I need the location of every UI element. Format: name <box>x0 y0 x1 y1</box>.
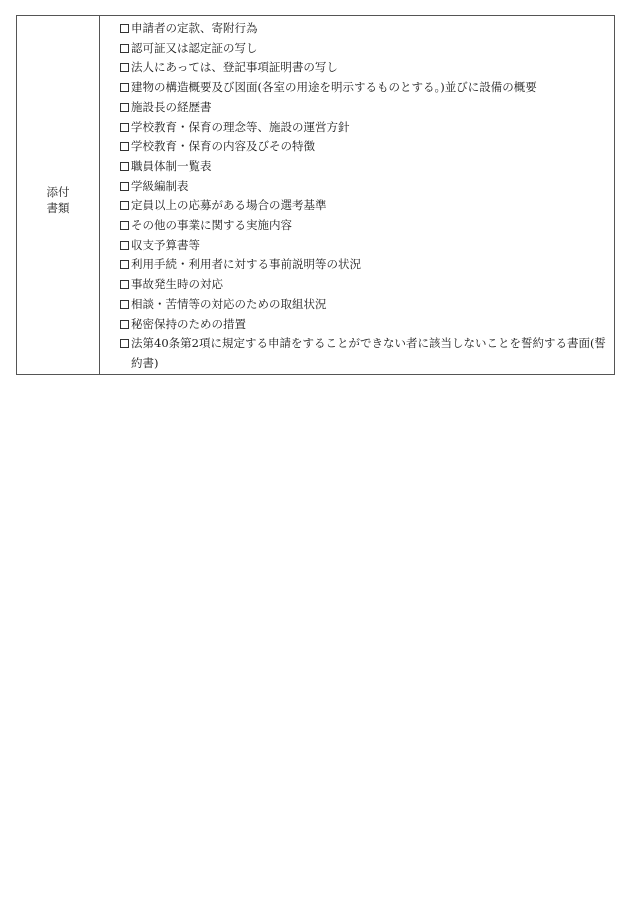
list-item-label: その他の事業に関する実施内容 <box>131 218 292 233</box>
checkbox[interactable] <box>120 142 129 151</box>
list-item-label: 事故発生時の対応 <box>131 277 223 292</box>
checkbox[interactable] <box>120 221 129 230</box>
list-item <box>120 334 606 373</box>
list-item <box>120 315 606 335</box>
list-item-label: 申請者の定款、寄附行為 <box>131 21 258 35</box>
list-item <box>120 275 606 295</box>
list-item-label: 利用手続・利用者に対する事前説明等の状況 <box>131 257 361 272</box>
checkbox[interactable] <box>120 83 129 92</box>
checkbox[interactable] <box>120 260 129 269</box>
checkbox[interactable] <box>120 320 129 329</box>
checkbox[interactable] <box>120 44 129 53</box>
attachment-list <box>100 16 614 374</box>
list-item-label: 秘密保持のための措置 <box>131 316 246 331</box>
list-item <box>120 196 606 216</box>
list-item <box>120 98 606 118</box>
attachment-label-line2: 書類 <box>46 201 70 215</box>
list-item <box>120 78 606 98</box>
list-item-label: 法人にあっては、登記事項証明書の写し <box>131 60 338 75</box>
list-item-label: 相談・苦情等の対応のための取組状況 <box>131 296 327 311</box>
list-item <box>120 236 606 256</box>
list-item <box>120 157 606 177</box>
list-item-label: 施設長の経歴書 <box>131 99 212 114</box>
list-item-label: 学級編制表 <box>131 178 189 193</box>
checkbox[interactable] <box>120 103 129 112</box>
attachment-label-cell <box>17 16 100 374</box>
checkbox[interactable] <box>120 339 129 348</box>
list-item-label: 職員体制一覧表 <box>131 158 212 173</box>
list-item <box>120 216 606 236</box>
list-item <box>120 19 606 39</box>
checkbox[interactable] <box>120 300 129 309</box>
list-item <box>120 58 606 78</box>
checkbox[interactable] <box>120 63 129 72</box>
list-item <box>120 137 606 157</box>
checkbox[interactable] <box>120 182 129 191</box>
list-item <box>120 39 606 59</box>
checkbox[interactable] <box>120 201 129 210</box>
attachment-table <box>16 15 615 375</box>
checkbox[interactable] <box>120 162 129 171</box>
checkbox[interactable] <box>120 123 129 132</box>
list-item-label: 法第40条第2項に規定する申請をすることができない者に該当しないことを誓約する書面(誓約書) <box>131 336 606 370</box>
checkbox[interactable] <box>120 241 129 250</box>
list-item <box>120 255 606 275</box>
attachment-label-line1: 添付 <box>46 185 70 199</box>
list-item <box>120 118 606 138</box>
list-item-label: 学校教育・保育の内容及びその特徴 <box>131 139 315 154</box>
list-item-label: 学校教育・保育の理念等、施設の運営方針 <box>131 119 350 134</box>
checkbox[interactable] <box>120 24 129 33</box>
list-item <box>120 177 606 197</box>
list-item-label: 収支予算書等 <box>131 237 200 252</box>
list-item-label: 定員以上の応募がある場合の選考基準 <box>131 198 327 213</box>
list-item-label: 建物の構造概要及び図面(各室の用途を明示するものとする。)並びに設備の概要 <box>131 80 537 95</box>
checkbox[interactable] <box>120 280 129 289</box>
list-item-label: 認可証又は認定証の写し <box>131 40 258 55</box>
list-item <box>120 295 606 315</box>
